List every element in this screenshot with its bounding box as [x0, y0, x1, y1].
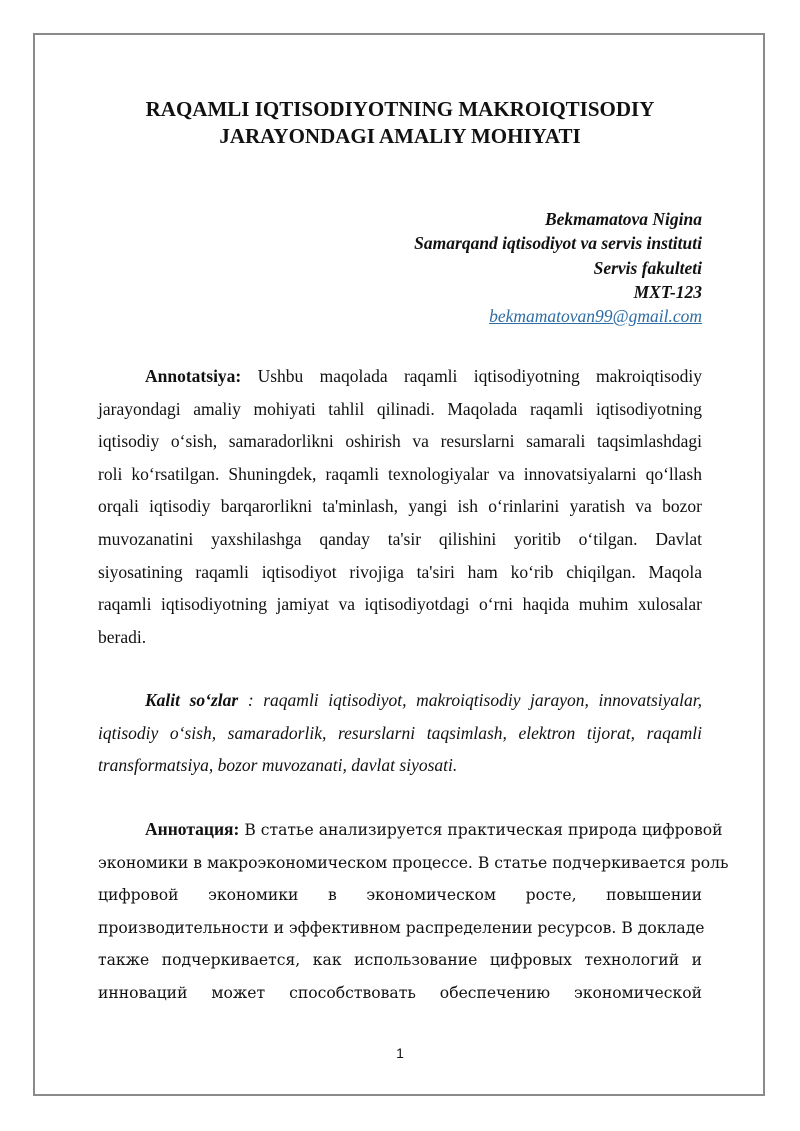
- paper-title-line-1: RAQAMLI IQTISODIYOTNING MAKROIQTISODIY: [145, 97, 655, 121]
- abstract-ru-label: Аннотация:: [145, 819, 240, 839]
- abstract-ru-line: производительности и эффективном распределении ресурсов. В докладе: [98, 918, 705, 937]
- abstract-uz-line: iqtisodiy o‘sish, samaradorlikni oshirish va resurslarni samarali taqsimlashdagi: [98, 431, 702, 452]
- abstract-uz-line: siyosatining raqamli iqtisodiyot rivojiga ta'siri ham ko‘rib chiqilgan. Maqola: [98, 561, 702, 582]
- abstract-uz-line: jarayondagi amaliy mohiyati tahlil qilinadi. Maqolada raqamli iqtisodiyotning: [98, 398, 702, 419]
- paper-title: [98, 96, 702, 150]
- abstract-ru-line: также подчеркивается, как использование цифровых технологий и: [98, 951, 702, 970]
- page-number: 1: [396, 1045, 404, 1061]
- keywords-uz: [98, 684, 702, 782]
- abstract-uz-label: Annotatsiya:: [145, 366, 242, 386]
- abstract-uz-line: Annotatsiya: Ushbu maqolada raqamli iqtisodiyotning makroiqtisodiy: [145, 366, 702, 386]
- author-name: Bekmamatova Nigina: [544, 209, 702, 229]
- author-email-link[interactable]: bekmamatovan99@gmail.com: [489, 306, 702, 327]
- author-group: MXT-123: [633, 281, 702, 302]
- author-block: [98, 207, 702, 328]
- author-institution: Samarqand iqtisodiyot va servis instituti: [414, 233, 702, 254]
- abstract-uz-line: orqali iqtisodiy barqarorlikni ta'minlash, yangi ish o‘rinlarini yaratish va bozor: [98, 496, 702, 517]
- abstract-uz-line: raqamli iqtisodiyotning jamiyat va iqtisodiyotdagi o‘rni haqida muhim xulosalar: [98, 594, 702, 615]
- keywords-uz-line: transformatsiya, bozor muvozanati, davlat siyosati.: [98, 755, 458, 776]
- abstract-ru-line: цифровой экономики в экономическом росте, повышении: [98, 886, 702, 905]
- keywords-uz-line: iqtisodiy o‘sish, samaradorlik, resurslarni taqsimlash, elektron tijorat, raqamli: [98, 722, 702, 743]
- abstract-uz-line: roli ko‘rsatilgan. Shuningdek, raqamli texnologiyalar va innovatsiyalarni qo‘llash: [98, 463, 702, 484]
- author-faculty: Servis fakulteti: [593, 257, 702, 278]
- abstract-ru-line: Аннотация: В статье анализируется практическая природа цифровой: [145, 819, 723, 839]
- abstract-uz-line: beradi.: [98, 626, 147, 647]
- abstract-uz-line: muvozanatini yaxshilashga qanday ta'sir qilishini yoritib o‘tilgan. Davlat: [98, 528, 702, 549]
- keywords-uz-line: Kalit so‘zlar : raqamli iqtisodiyot, makroiqtisodiy jarayon, innovatsiyalar,: [145, 690, 702, 710]
- abstract-ru-line: инноваций может способствовать обеспечению экономической: [98, 983, 702, 1002]
- keywords-uz-label: Kalit so‘zlar: [145, 690, 239, 710]
- abstract-uz: [98, 360, 702, 653]
- paper-title-line-2: JARAYONDAGI AMALIY MOHIYATI: [219, 124, 581, 148]
- abstract-ru: [98, 813, 729, 1010]
- abstract-ru-line: экономики в макроэкономическом процессе. В статье подчеркивается роль: [98, 853, 729, 872]
